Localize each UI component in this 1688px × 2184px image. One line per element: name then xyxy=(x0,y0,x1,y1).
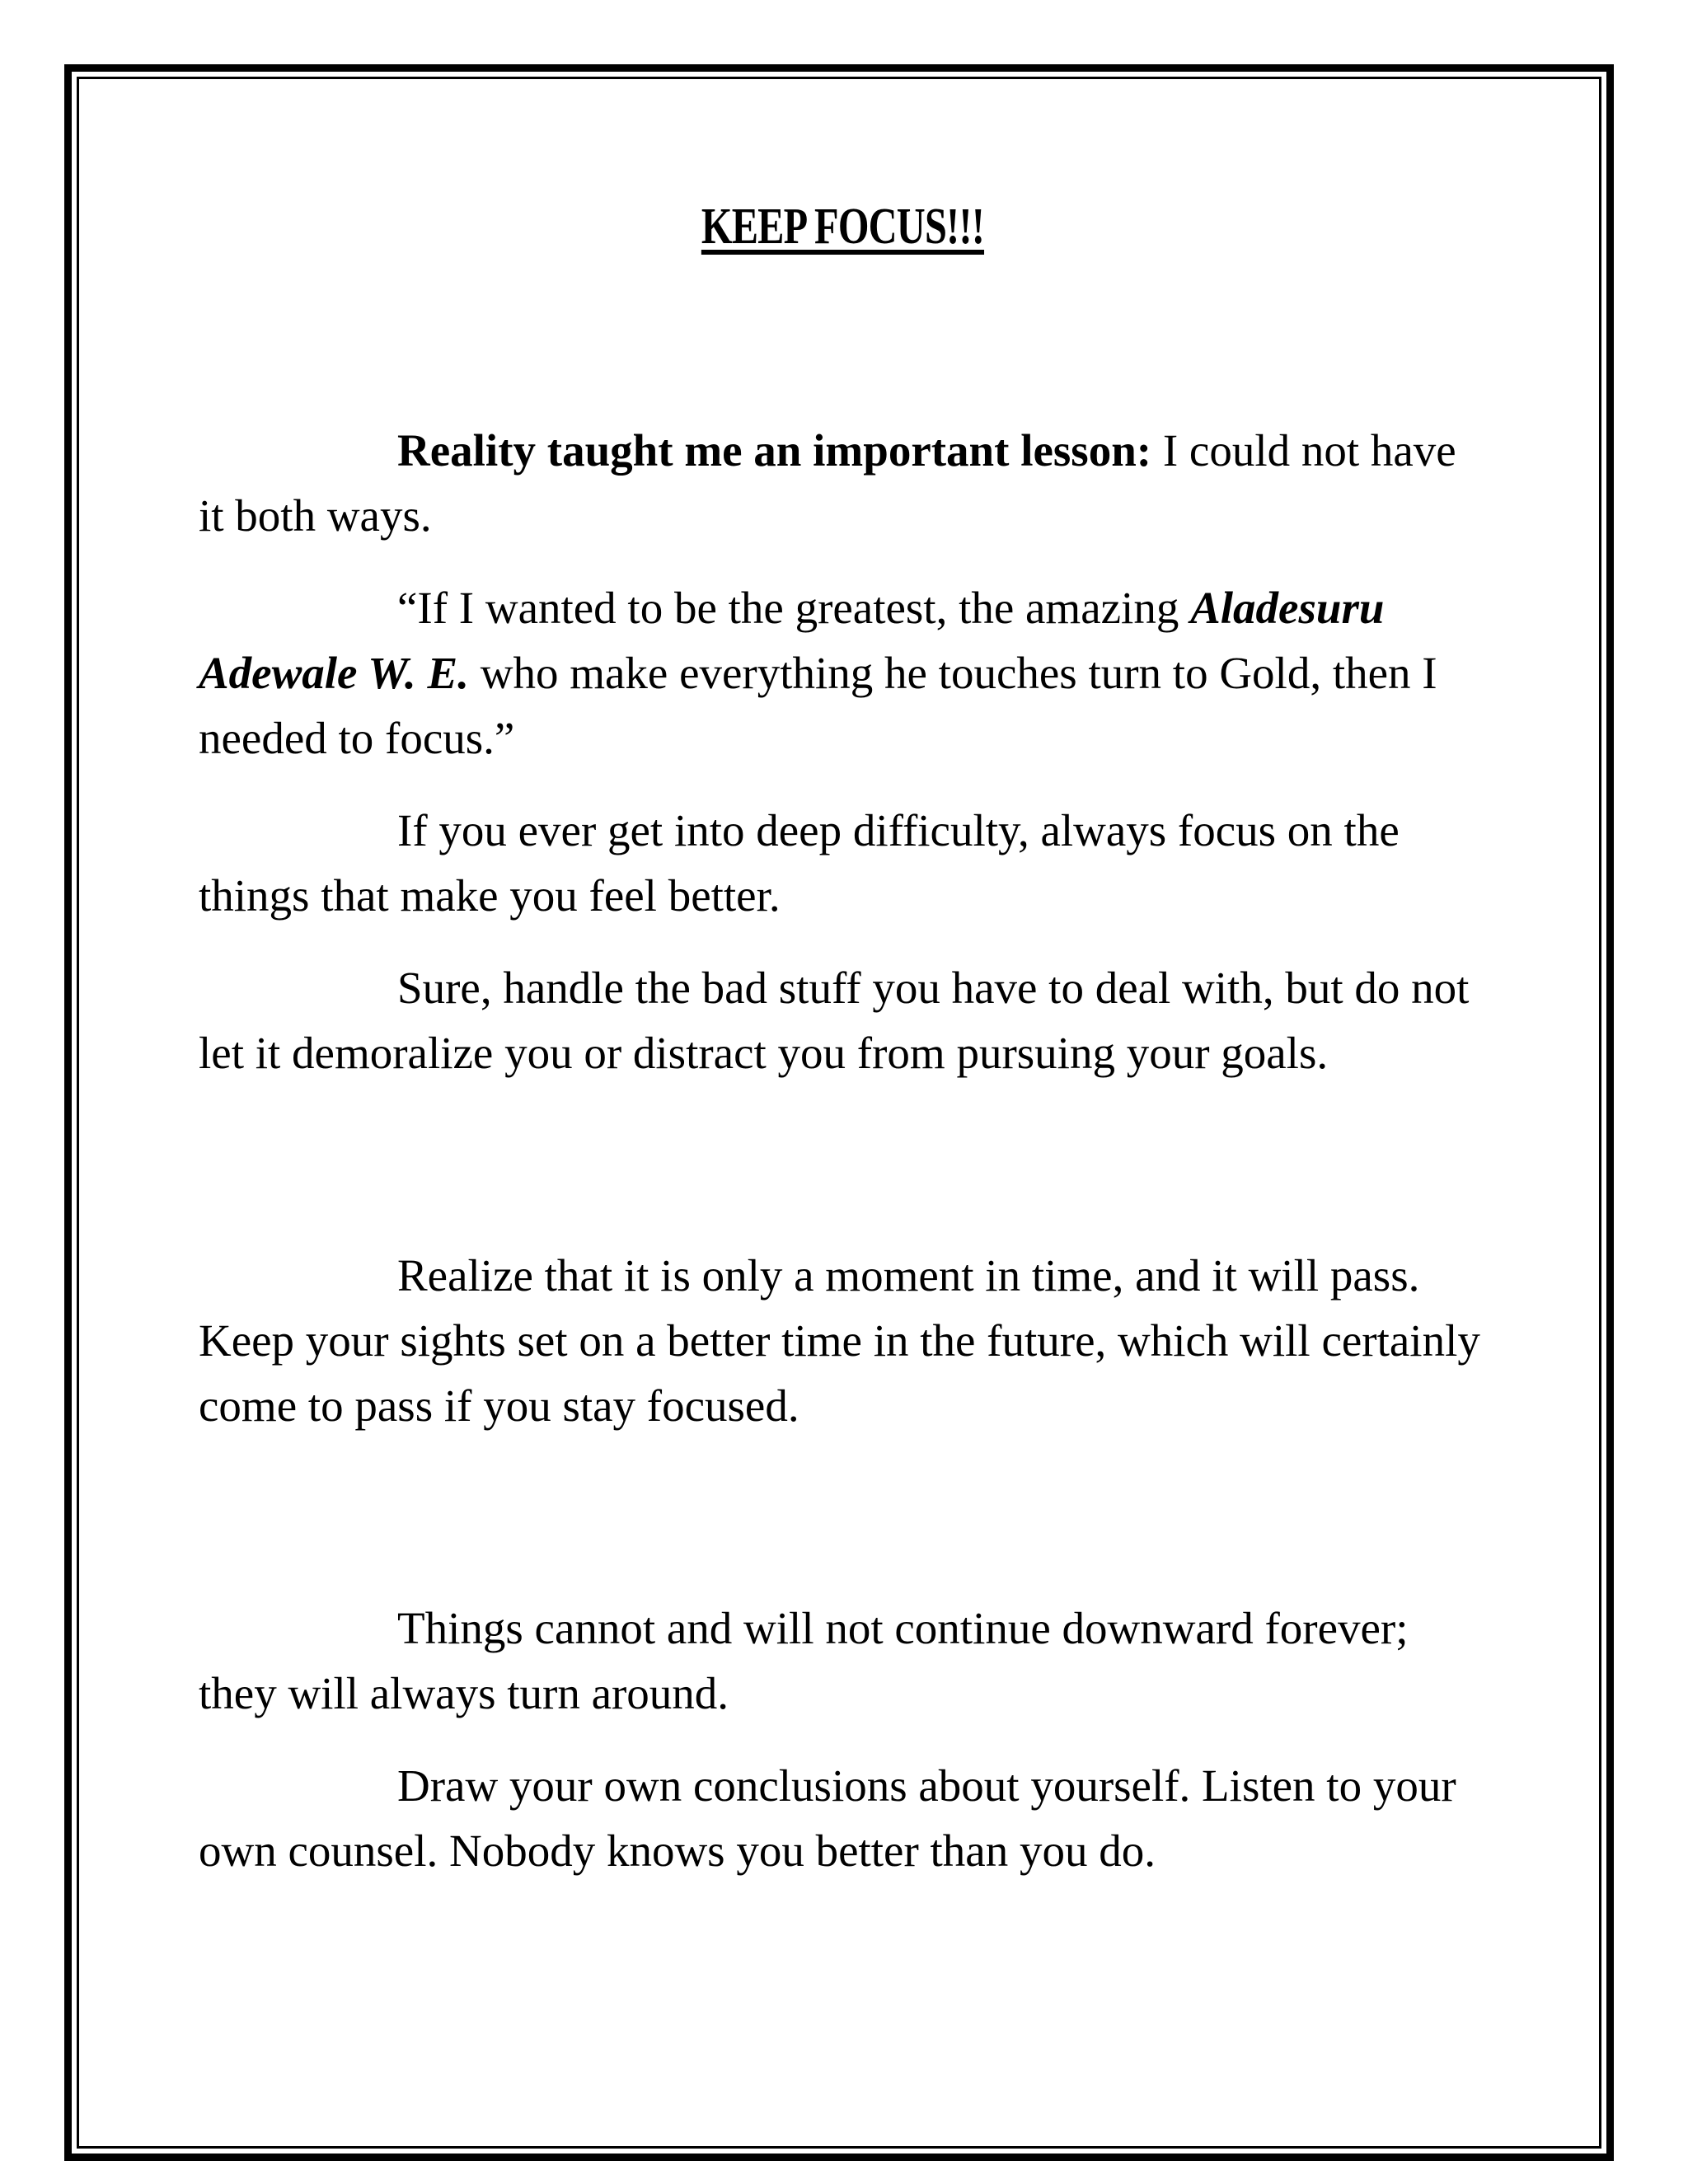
paragraph-1-text: I could not have it both ways. xyxy=(199,425,1456,541)
paragraph-5: Realize that it is only a moment in time, and it will pass. Keep your sights set on a better time in the future, which will certainly come to pass if you stay focused. xyxy=(199,1250,1480,1431)
paragraph-4: Sure, handle the bad stuff you have to deal with, but do not let it demoralize you or distract you from pursuing your goals. xyxy=(199,963,1470,1078)
document-body xyxy=(199,418,1489,1910)
page-title: KEEP FOCUS!!! xyxy=(701,199,985,255)
paragraph-2-text-after: who make everything he touches turn to Gold, then I needed to focus.” xyxy=(199,648,1437,763)
paragraph-2 xyxy=(199,575,1489,771)
paragraph-2-name: Aladesuru Adewale W. E. xyxy=(199,583,1385,698)
paragraph-1 xyxy=(199,418,1489,548)
paragraph-2-text-before: “If I wanted to be the greatest, the amazing xyxy=(397,583,1191,633)
paragraph-1-bold-lead: Reality taught me an important lesson: xyxy=(397,425,1152,476)
paragraph-7: Draw your own conclusions about yourself. Listen to your own counsel. Nobody knows you better than you do. xyxy=(199,1760,1456,1876)
paragraph-3: If you ever get into deep difficulty, always focus on the things that make you feel better. xyxy=(199,805,1400,921)
paragraph-6: Things cannot and will not continue downward forever; they will always turn around. xyxy=(199,1603,1409,1718)
